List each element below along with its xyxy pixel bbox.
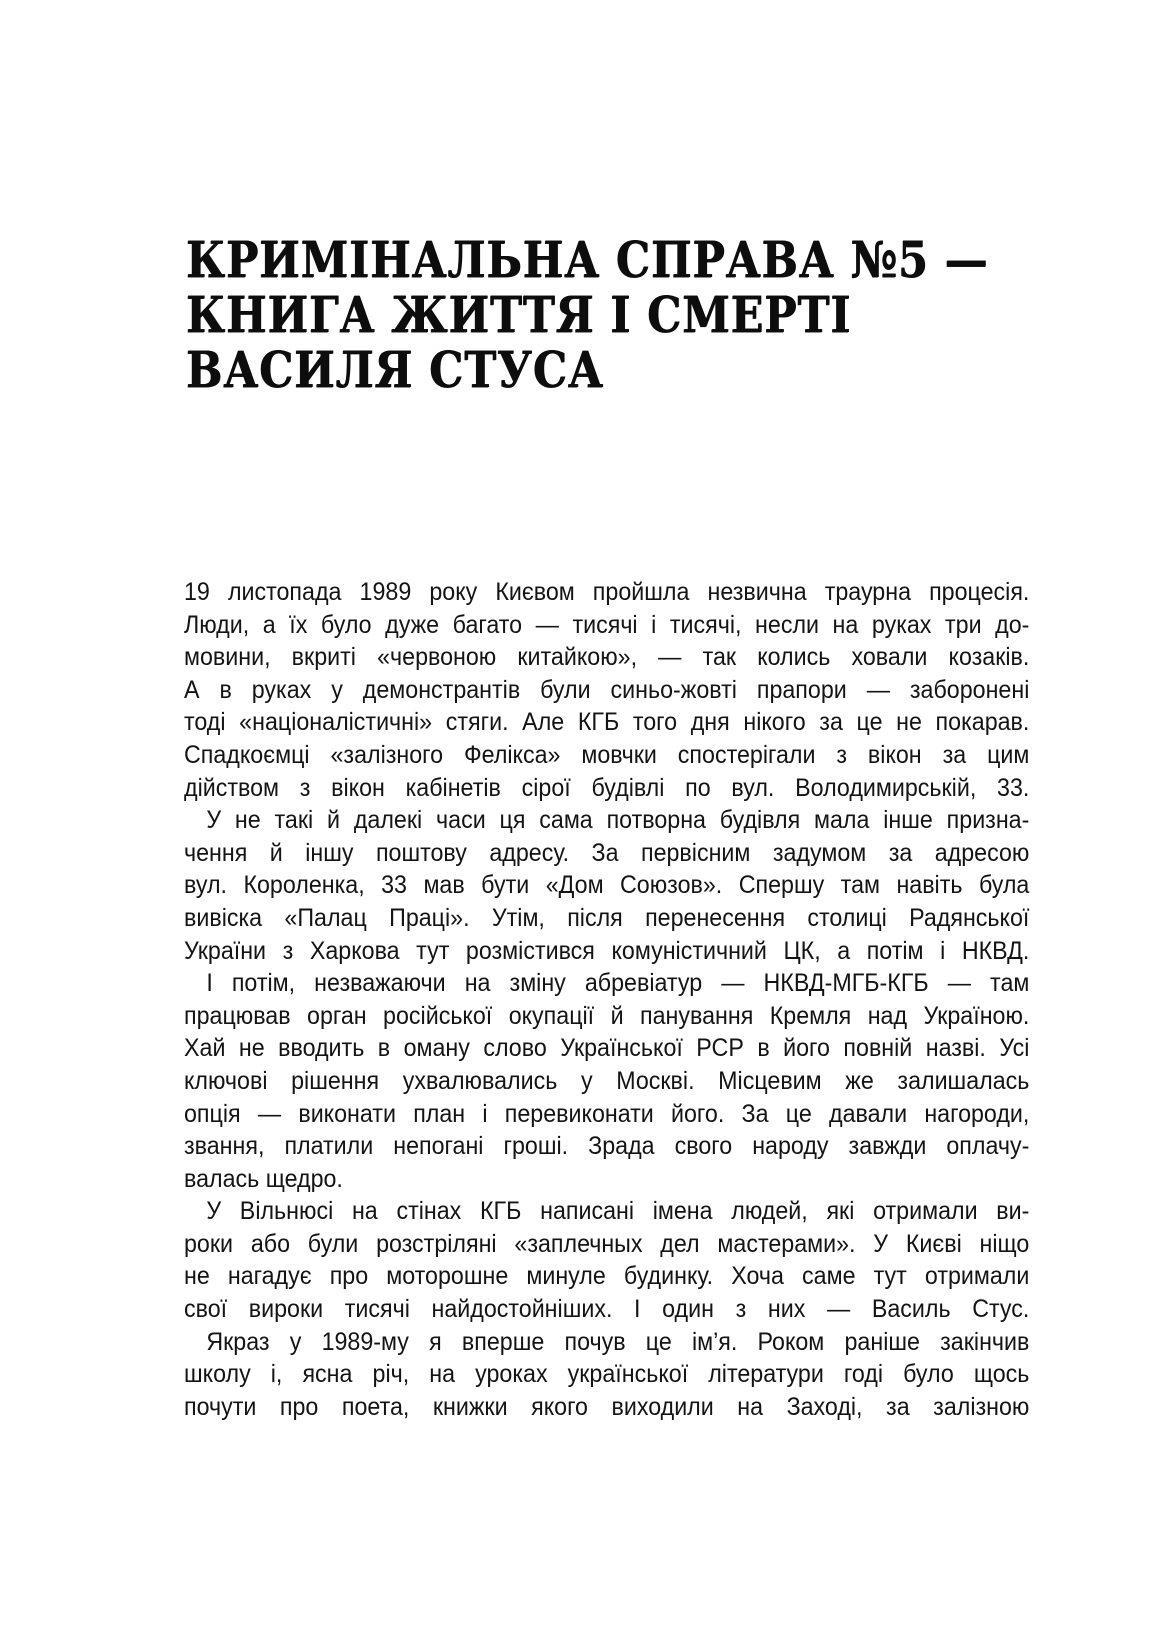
text-line: ключові рішення ухвалювались у Москві. Місцевим же залишалась: [184, 1066, 1030, 1095]
paragraph: [184, 804, 1030, 967]
chapter-title-line: КНИГА ЖИТТЯ І СМЕРТІ: [186, 285, 852, 344]
paragraph: [184, 576, 1030, 804]
text-line: школу і, ясна річ, на уроках української літератури годі було щось: [184, 1360, 1030, 1389]
text-line: роки або були розстріляні «заплечных дел мастерами». У Києві ніщо: [184, 1229, 1030, 1258]
chapter-title-line: КРИМІНАЛЬНА СПРАВА №5 —: [186, 230, 989, 289]
paragraph: [184, 1326, 1030, 1424]
text-line: А в руках у демонстрантів були синьо-жовті прапори — заборонені: [184, 675, 1030, 704]
text-line: валась щедро.: [184, 1164, 343, 1193]
text-line: Якраз у 1989-му я вперше почув це ім’я. Роком раніше закінчив: [206, 1327, 1030, 1356]
text-line: Спадкоємці «залізного Фелікса» мовчки спостерігали з вікон за цим: [184, 740, 1030, 769]
text-line: не нагадує про моторошне минуле будинку. Хоча саме тут отримали: [184, 1262, 1030, 1291]
text-line: України з Харкова тут розмістився комуністичний ЦК, а потім і НКВД.: [184, 936, 1030, 965]
text-line: почути про поета, книжки якого виходили на Заході, за залізною: [184, 1392, 1030, 1421]
text-line: вул. Короленка, 33 мав бути «Дом Союзов». Спершу там навіть була: [184, 871, 1030, 900]
text-line: вивіска «Палац Праці». Утім, після перенесення столиці Радянської: [184, 903, 1030, 932]
chapter-title-line: ВАСИЛЯ СТУСА: [186, 340, 604, 399]
chapter-title: [186, 230, 989, 399]
text-line: опція — виконати план і перевиконати його. За це давали нагороди,: [184, 1099, 1030, 1128]
text-line: Люди, а їх було дуже багато — тисячі і тисячі, несли на руках три до-: [184, 610, 1030, 639]
paragraph: [184, 967, 1030, 1195]
text-line: І потім, незважаючи на зміну абревіатур — НКВД-МГБ-КГБ — там: [206, 969, 1030, 998]
text-line: чення й іншу поштову адресу. За первісним задумом за адресою: [184, 838, 1030, 867]
text-line: працював орган російської окупації й панування Кремля над Україною.: [184, 1001, 1030, 1030]
chapter-body: [184, 576, 1030, 1423]
text-line: 19 листопада 1989 року Києвом пройшла незвична траурна процесія.: [184, 578, 1030, 606]
text-line: свої вироки тисячі найдостойніших. І один з них — Василь Стус.: [184, 1295, 1030, 1324]
text-line: У не такі й далекі часи ця сама потворна будівля мала інше призна-: [206, 806, 1030, 835]
text-line: мовини, вкриті «червоною китайкою», — так колись ховали козаків.: [184, 643, 1030, 672]
text-line: звання, платили непогані гроші. Зрада свого народу завжди оплачу-: [184, 1132, 1030, 1161]
text-line: тоді «націоналістичні» стяги. Але КГБ того дня нікого за це не покарав.: [184, 708, 1030, 737]
text-line: Хай не вводить в оману слово Української РСР в його повній назві. Усі: [184, 1034, 1030, 1063]
text-line: У Вільнюсі на стінах КГБ написані імена людей, які отримали ви-: [206, 1197, 1030, 1226]
text-line: дійством з вікон кабінетів сірої будівлі по вул. Володимирській, 33.: [184, 773, 1030, 802]
paragraph: [184, 1195, 1030, 1325]
